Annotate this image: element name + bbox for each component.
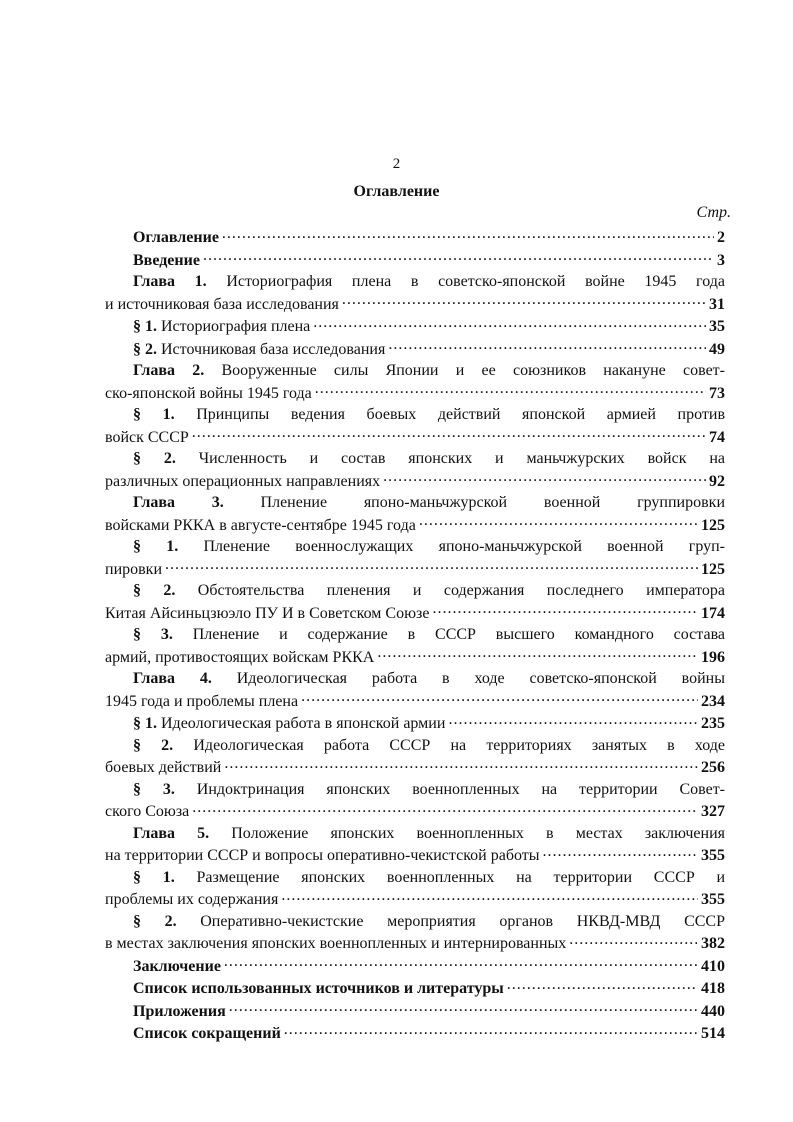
toc-entry-page: 3 [717,251,725,269]
toc-entry-line [105,735,725,757]
toc-entry-title: Индоктринация японских военнопленных на территории Совет- [196,780,726,798]
toc-entry-page: 514 [701,1025,725,1042]
toc-entry-line [105,823,725,845]
toc-entry-line [105,404,725,426]
leader-dots [383,470,706,486]
toc-entry[interactable] [105,735,725,779]
toc-entry-label: § 1. [133,406,175,423]
toc-entry[interactable] [105,404,725,448]
toc-title: Оглавление [353,183,440,200]
toc-entry[interactable] [105,779,725,823]
toc-entry[interactable] [105,226,725,249]
toc-entry-label: § 2. [133,736,174,754]
leader-dots [224,955,698,971]
toc-entry-title-cont: ско-японской войны 1945 года [105,384,312,402]
toc-entry[interactable] [105,668,725,712]
toc-entry[interactable] [105,1022,725,1045]
toc-entry-page: 92 [709,472,725,490]
toc-entry-title: Список сокращений [133,1025,281,1042]
toc-entry-title-cont: войск СССР [105,428,189,446]
toc-entry-title-cont: войсками РККА в августе-сентябре 1945 года [105,516,416,534]
page-column-header: Стр. [696,204,731,221]
toc-entry-line [105,580,725,602]
toc-entry-label: § 1. [133,715,157,732]
toc-entry-page: 174 [701,604,725,622]
toc-entry-label: § 3. [133,626,173,643]
toc-entry[interactable] [105,823,725,867]
toc-entry-title-cont: пировки [105,560,163,578]
page-number: 2 [392,156,401,172]
toc-entry-label: Глава 4. [133,670,212,687]
toc-entry-title: Список использованных источников и литературы [133,980,504,997]
toc-entry-label: § 1. [133,868,175,886]
toc-entry-title: Пленение военнослужащих японо-маньчжурской военной груп- [203,538,725,555]
toc-entry-line [105,888,725,911]
toc-entry-page: 355 [701,891,725,908]
toc-entry-page: 256 [701,759,725,776]
toc-entry-label: § 2. [133,582,176,599]
leader-dots [342,293,706,309]
toc-entry[interactable] [105,249,725,272]
leader-dots [448,712,698,728]
toc-entry-line [105,955,725,978]
toc-entry-line [105,646,725,669]
toc-entry-page: 382 [701,935,725,952]
leader-dots [224,756,698,772]
toc-entry-line [105,800,725,823]
toc-entry-line [105,271,725,293]
toc-entry-line [105,690,725,713]
toc-entry-label: § 2. [133,450,176,467]
leader-dots [313,315,706,331]
toc-entry[interactable] [105,867,725,911]
leader-dots [569,932,698,948]
toc-entry-page: 355 [701,847,725,864]
toc-entry-line [105,426,725,449]
toc-entry-title-cont: проблемы их содержания [105,891,279,908]
toc-entry[interactable] [105,624,725,668]
toc-entry-title: Заключение [133,957,221,975]
toc-entry-line [105,602,725,625]
toc-entry-line [105,977,725,1000]
toc-entry-line [105,536,725,558]
toc-entry-page: 410 [701,957,725,975]
toc-entry-label: Глава 3. [133,494,224,511]
leader-dots [229,1000,698,1016]
toc-entry-title-cont: 1945 года и проблемы плена [105,692,299,710]
leader-dots [284,1022,698,1038]
toc-entry-label: § 1. [133,318,157,335]
toc-entry-line [105,514,725,537]
toc-entry-title-cont: ского Союза [105,803,190,820]
toc-entry-line [105,1022,725,1045]
toc-entry-title: Оглавление [133,229,219,246]
toc-entry-line [105,779,725,801]
toc-entry-line [105,1000,725,1023]
toc-entry-title: Принципы ведения боевых действий японской армией против [196,406,726,423]
toc-entry-line [105,492,725,514]
leader-dots [203,249,714,265]
toc-entry-line [105,249,725,272]
toc-entry-title: Историография плена [161,318,311,335]
toc-entry-page: 125 [701,560,725,578]
toc-entry-line [105,712,725,735]
leader-dots [432,602,698,618]
toc-entry[interactable] [105,315,725,338]
toc-entry-title: Идеологическая работа в ходе советско-японской войны [236,670,725,687]
toc-entry[interactable] [105,977,725,1000]
toc-entry-title: Численность и состав японских и маньчжурских войск на [198,450,725,467]
toc-entry[interactable] [105,448,725,492]
toc-entry-page: 440 [701,1002,725,1020]
toc-entry-title-cont: в местах заключения японских военнопленных и интернированных [105,935,567,952]
leader-dots [542,844,698,860]
toc-entry-line [105,756,725,779]
leader-dots [301,690,698,706]
toc-entry-title: Историография плена в советско-японской войне 1945 года [226,273,726,290]
toc-entry-title: Приложения [133,1002,226,1020]
leader-dots [192,800,698,816]
toc-entry-label: Глава 5. [133,824,210,842]
toc-entry-title: Идеологическая работа СССР на территориях занятых в ходе [193,736,726,754]
leader-dots [419,514,698,530]
toc-entry-page: 31 [709,295,725,313]
toc-entry[interactable] [105,1000,725,1023]
leader-dots [507,977,698,993]
toc-entry[interactable] [105,712,725,735]
toc-entry-line [105,867,725,889]
toc-entry-title: Вооруженные силы Японии и ее союзников накануне совет- [221,362,726,379]
toc-entry-label: § 2. [133,912,177,930]
toc-entry-title: Положение японских военнопленных в местах заключения [231,824,726,842]
toc-entry-label: § 3. [133,780,175,798]
toc-entry[interactable] [105,536,725,580]
toc-entry[interactable] [105,271,725,315]
toc-entry-page: 327 [701,803,725,820]
leader-dots [165,558,698,574]
toc-entry[interactable] [105,580,725,624]
toc-entry-line [105,911,725,933]
toc-entry-title: Введение [133,251,200,269]
toc-entry-page: 418 [701,980,725,997]
toc-entry-title: Обстоятельства пленения и содержания последнего императора [197,582,725,599]
toc-entry-page: 73 [709,384,725,402]
leader-dots [281,888,698,904]
toc-entry-line [105,844,725,867]
toc-entry-page: 2 [717,229,725,246]
toc-entry-line [105,470,725,493]
toc-entry-line [105,558,725,581]
toc-entry[interactable] [105,911,725,955]
toc-entry-line [105,932,725,955]
toc-entry-title-cont: Китая Айсиньцзюэло ПУ И в Советском Союзе [105,604,430,622]
toc-entry-label: § 1. [133,538,179,555]
toc-entry-line [105,382,725,405]
toc-entry-title-cont: различных операционных направлениях [105,472,381,490]
toc-entry[interactable] [105,360,725,404]
toc-entry-page: 234 [701,692,725,710]
toc-entry[interactable] [105,338,725,361]
toc-entry-title: Идеологическая работа в японской армии [161,715,446,732]
leader-dots [315,382,706,398]
toc-entry-page: 196 [701,648,725,666]
toc-entry-label: Глава 2. [133,362,205,379]
toc-entry-line [105,668,725,690]
toc-entry-line [105,360,725,382]
toc-entry-line [105,338,725,361]
toc-entry-title: Пленение и содержание в СССР высшего командного состава [192,626,726,643]
toc-entry-label: § 2. [133,340,157,358]
toc-entry-line [105,624,725,646]
toc-entry-page: 49 [709,340,725,358]
toc-entry-page: 235 [701,715,725,732]
toc-entry-title: Оперативно-чекистские мероприятия органов НКВД-МВД СССР [200,912,726,930]
toc-entry-title-cont: на территории СССР и вопросы оперативно-чекистской работы [105,847,540,864]
toc-entry-page: 35 [709,318,725,335]
toc-entry-line [105,315,725,338]
toc-entry-label: Глава 1. [133,273,207,290]
toc-entry-title-cont: боевых действий [105,759,222,776]
toc-entry-page: 125 [701,516,725,534]
toc-entry[interactable] [105,955,725,978]
toc-entry-page: 74 [709,428,725,446]
toc-entry-title-cont: и источниковая база исследования [105,295,339,313]
toc-entry-title: Источниковая база исследования [161,340,386,358]
toc-entry-title: Размещение японских военнопленных на территории СССР и [196,868,726,886]
toc-entry-line [105,293,725,316]
toc-entry-title: Пленение японо-маньчжурской военной группировки [260,494,726,511]
toc-entry[interactable] [105,492,725,536]
toc-entry-line [105,226,725,249]
leader-dots [377,646,698,662]
leader-dots [192,426,706,442]
leader-dots [388,338,706,354]
toc-entry-title-cont: армий, противостоящих войскам РККА [105,648,375,666]
table-of-contents [105,226,725,1045]
toc-entry-line [105,448,725,470]
leader-dots [222,226,714,242]
